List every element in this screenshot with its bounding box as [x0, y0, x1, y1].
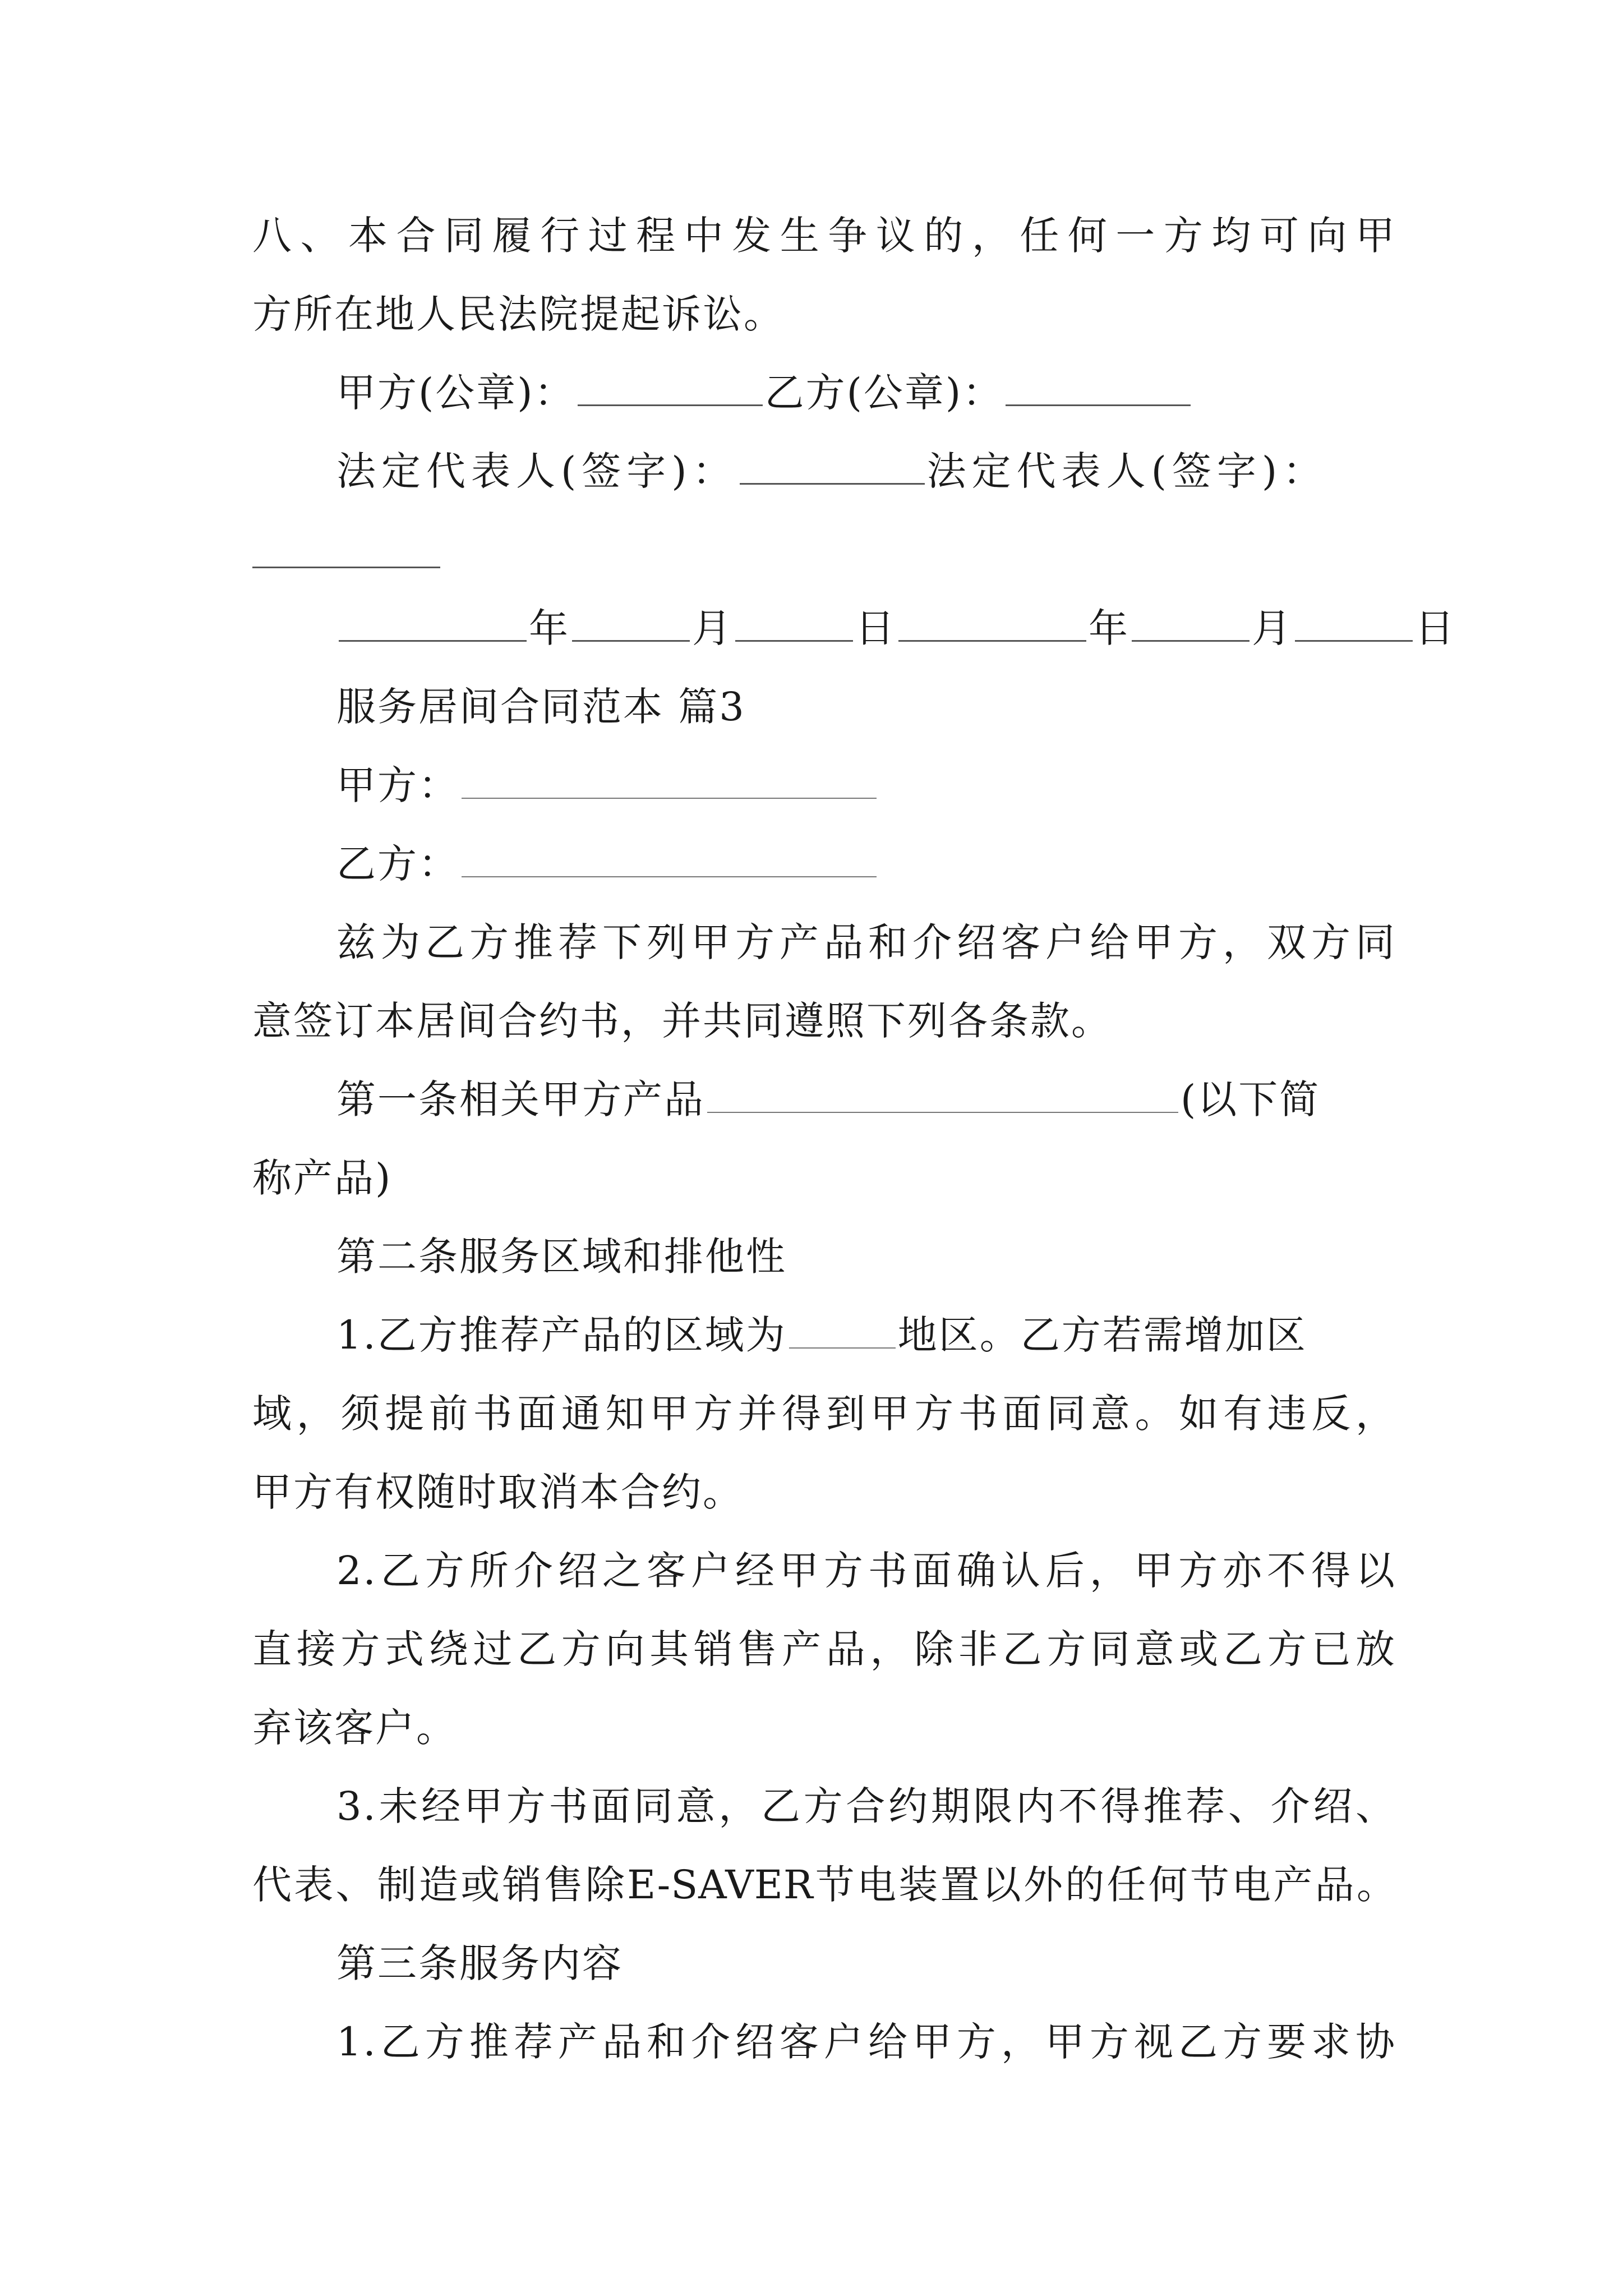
party-b-row	[336, 839, 879, 889]
article-2-para-1-line-3: 甲方有权随时取消本合约。	[252, 1469, 744, 1515]
article-2-para-1-suffix: 地区。乙方若需增加区	[897, 1312, 1307, 1358]
article-2-para-2-line-3: 弃该客户。	[252, 1705, 457, 1751]
region-blank[interactable]	[789, 1313, 896, 1349]
party-a-blank[interactable]	[462, 763, 877, 799]
article-2-para-1-line-1	[336, 1310, 1307, 1360]
date-a-day-blank[interactable]	[735, 605, 853, 642]
date-b-month-blank[interactable]	[1132, 605, 1249, 642]
intro-line-2: 意签订本居间合约书，并共同遵照下列各条款。	[252, 998, 1112, 1044]
date-b-year-label: 年	[1089, 605, 1129, 651]
product-blank[interactable]	[707, 1077, 1178, 1113]
date-a-month-blank[interactable]	[572, 605, 690, 642]
section-title: 服务居间合同范本 篇3	[336, 684, 746, 730]
party-b-rep-label: 法定代表人(签字)：	[926, 448, 1328, 494]
date-a-year-blank[interactable]	[339, 605, 527, 642]
article-1-prefix: 第一条相关甲方产品	[336, 1076, 705, 1122]
signature-seal-row	[336, 367, 1193, 418]
date-row	[336, 603, 1456, 654]
party-a-rep-label: 法定代表人(签字)：	[336, 448, 737, 494]
article-2-para-1-line-2: 域，须提前书面通知甲方并得到甲方书面同意。如有违反，	[252, 1391, 1396, 1437]
party-b-seal-label: 乙方(公章)：	[764, 370, 1004, 416]
party-b-seal-blank[interactable]	[1006, 370, 1191, 406]
article-1-line-2: 称产品)	[252, 1155, 393, 1201]
party-a-label: 甲方：	[336, 762, 459, 808]
article-2-para-2-line-2: 直接方式绕过乙方向其销售产品，除非乙方同意或乙方已放	[252, 1626, 1396, 1672]
date-b-year-blank[interactable]	[898, 605, 1086, 642]
party-b-blank[interactable]	[462, 841, 877, 877]
date-a-year-label: 年	[529, 605, 570, 651]
date-a-day-label: 日	[855, 605, 896, 651]
article-3-para-1-line-1: 1.乙方推荐产品和介绍客户给甲方，甲方视乙方要求协	[336, 2019, 1396, 2065]
party-a-seal-label: 甲方(公章)：	[336, 370, 575, 416]
clause-8-line-1: 八、本合同履行过程中发生争议的，任何一方均可向甲	[252, 213, 1396, 259]
date-b-day-blank[interactable]	[1295, 605, 1413, 642]
party-a-rep-blank[interactable]	[740, 448, 925, 485]
article-2-para-3-line-2: 代表、制造或销售除E-SAVER节电装置以外的任何节电产品。	[252, 1862, 1396, 1908]
party-b-rep-blank[interactable]	[252, 567, 440, 568]
date-b-day-label: 日	[1415, 605, 1456, 651]
party-b-label: 乙方：	[336, 841, 459, 887]
party-a-seal-blank[interactable]	[578, 370, 763, 406]
article-2-para-1-prefix: 1.乙方推荐产品的区域为	[336, 1312, 787, 1358]
date-a-month-label: 月	[692, 605, 733, 651]
article-2-title: 第二条服务区域和排他性	[336, 1234, 787, 1280]
article-2-para-3-line-1: 3.未经甲方书面同意，乙方合约期限内不得推荐、介绍、	[336, 1783, 1396, 1829]
article-2-para-2-line-1: 2.乙方所介绍之客户经甲方书面确认后，甲方亦不得以	[336, 1548, 1396, 1594]
article-1-line-1	[336, 1074, 1320, 1125]
party-a-row	[336, 760, 879, 811]
clause-8-line-2: 方所在地人民法院提起诉讼。	[252, 291, 785, 337]
article-3-title: 第三条服务内容	[336, 1940, 623, 1986]
date-b-month-label: 月	[1252, 605, 1293, 651]
intro-line-1: 兹为乙方推荐下列甲方产品和介绍客户给甲方，双方同	[336, 919, 1396, 965]
article-1-suffix: (以下简	[1181, 1076, 1321, 1122]
signature-rep-row	[336, 446, 1327, 496]
